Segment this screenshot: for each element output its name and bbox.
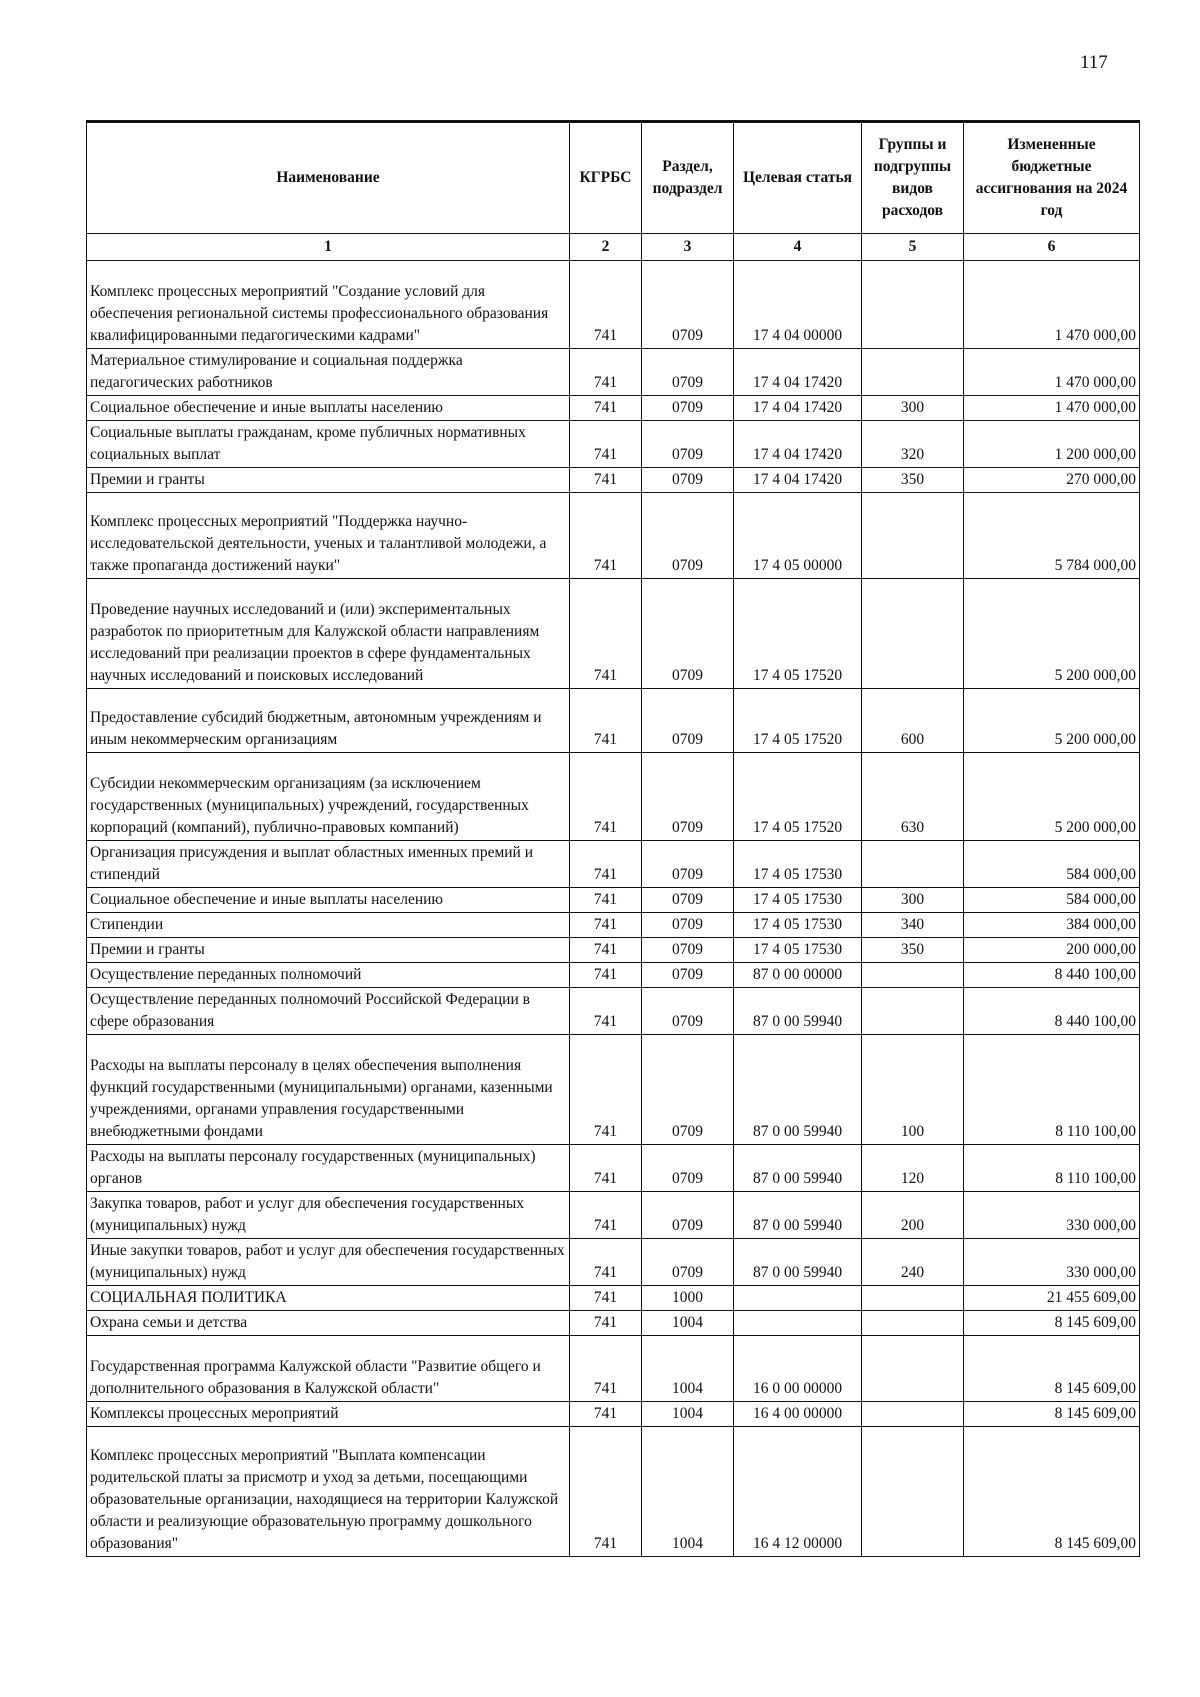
header-row	[87, 122, 1140, 234]
cell-name: Комплекс процессных мероприятий "Поддержка научно-исследовательской деятельности, ученых и талантливой молодежи, а также пропаганда достижений науки"	[87, 493, 570, 579]
cell-amount: 8 145 609,00	[964, 1427, 1140, 1557]
cell-amount: 8 110 100,00	[964, 1035, 1140, 1145]
cell-statya: 17 4 04 17420	[734, 396, 862, 421]
cell-vid: 600	[862, 689, 964, 753]
cell-amount: 384 000,00	[964, 913, 1140, 938]
cell-amount: 1 470 000,00	[964, 396, 1140, 421]
cell-razdel: 0709	[642, 888, 734, 913]
cell-razdel: 0709	[642, 261, 734, 349]
cell-amount: 8 145 609,00	[964, 1311, 1140, 1336]
column-number: 1	[87, 234, 570, 261]
cell-vid: 350	[862, 938, 964, 963]
cell-amount: 8 440 100,00	[964, 988, 1140, 1035]
cell-vid: 240	[862, 1239, 964, 1286]
cell-name: Организация присуждения и выплат областных именных премий и стипендий	[87, 841, 570, 888]
cell-kgrbs: 741	[570, 753, 642, 841]
cell-vid: 350	[862, 468, 964, 493]
cell-amount: 5 784 000,00	[964, 493, 1140, 579]
cell-name: Проведение научных исследований и (или) экспериментальных разработок по приоритетным для Калужской области направлениям исследований при реализации проектов в сфере фундаментальных научных исследований и поисковых исследований	[87, 579, 570, 689]
cell-name: Материальное стимулирование и социальная поддержка педагогических работников	[87, 349, 570, 396]
cell-razdel: 1004	[642, 1402, 734, 1427]
cell-name: Субсидии некоммерческим организациям (за исключением государственных (муниципальных) учреждений, государственных корпораций (компаний), публично-правовых компаний)	[87, 753, 570, 841]
cell-statya: 87 0 00 59940	[734, 1035, 862, 1145]
cell-statya: 17 4 05 00000	[734, 493, 862, 579]
cell-amount: 8 145 609,00	[964, 1402, 1140, 1427]
cell-name: Комплексы процессных мероприятий	[87, 1402, 570, 1427]
cell-amount: 21 455 609,00	[964, 1286, 1140, 1311]
header-statya: Целевая статья	[734, 122, 862, 234]
cell-vid: 120	[862, 1145, 964, 1192]
cell-amount: 8 110 100,00	[964, 1145, 1140, 1192]
cell-statya: 87 0 00 59940	[734, 988, 862, 1035]
cell-name: Премии и гранты	[87, 938, 570, 963]
cell-vid	[862, 579, 964, 689]
cell-vid	[862, 261, 964, 349]
cell-kgrbs: 741	[570, 1336, 642, 1402]
cell-amount: 5 200 000,00	[964, 689, 1140, 753]
column-number: 6	[964, 234, 1140, 261]
table-row	[87, 963, 1140, 988]
cell-razdel: 0709	[642, 841, 734, 888]
table-row	[87, 1035, 1140, 1145]
table-row	[87, 988, 1140, 1035]
column-number: 4	[734, 234, 862, 261]
table-row	[87, 753, 1140, 841]
cell-name: Премии и гранты	[87, 468, 570, 493]
cell-vid	[862, 988, 964, 1035]
cell-amount: 8 440 100,00	[964, 963, 1140, 988]
table-row	[87, 913, 1140, 938]
cell-amount: 1 470 000,00	[964, 261, 1140, 349]
cell-razdel: 0709	[642, 396, 734, 421]
table-row	[87, 396, 1140, 421]
cell-name: Комплекс процессных мероприятий "Выплата компенсации родительской платы за присмотр и уход за детьми, посещающими образовательные организации, находящиеся на территории Калужской области и реализующие образовательную программу дошкольного образования"	[87, 1427, 570, 1557]
cell-razdel: 0709	[642, 468, 734, 493]
cell-razdel: 0709	[642, 753, 734, 841]
cell-kgrbs: 741	[570, 963, 642, 988]
cell-kgrbs: 741	[570, 261, 642, 349]
cell-vid	[862, 841, 964, 888]
cell-kgrbs: 741	[570, 938, 642, 963]
cell-amount: 200 000,00	[964, 938, 1140, 963]
cell-kgrbs: 741	[570, 1145, 642, 1192]
cell-kgrbs: 741	[570, 579, 642, 689]
cell-amount: 1 200 000,00	[964, 421, 1140, 468]
cell-kgrbs: 741	[570, 396, 642, 421]
table-row	[87, 1311, 1140, 1336]
page-number: 117	[1080, 52, 1108, 73]
cell-amount: 1 470 000,00	[964, 349, 1140, 396]
cell-vid	[862, 349, 964, 396]
header-amount: Измененные бюджетные ассигнования на 2024 год	[964, 122, 1140, 234]
cell-kgrbs: 741	[570, 349, 642, 396]
cell-statya: 87 0 00 59940	[734, 1192, 862, 1239]
cell-razdel: 0709	[642, 988, 734, 1035]
cell-statya: 17 4 05 17530	[734, 888, 862, 913]
cell-kgrbs: 741	[570, 1286, 642, 1311]
cell-statya: 17 4 04 17420	[734, 349, 862, 396]
table-row	[87, 1192, 1140, 1239]
cell-amount: 584 000,00	[964, 888, 1140, 913]
cell-kgrbs: 741	[570, 468, 642, 493]
cell-kgrbs: 741	[570, 493, 642, 579]
table-row	[87, 689, 1140, 753]
cell-statya: 17 4 05 17520	[734, 579, 862, 689]
table-row	[87, 349, 1140, 396]
cell-razdel: 1004	[642, 1336, 734, 1402]
cell-amount: 330 000,00	[964, 1192, 1140, 1239]
cell-kgrbs: 741	[570, 888, 642, 913]
table-row	[87, 261, 1140, 349]
cell-name: СОЦИАЛЬНАЯ ПОЛИТИКА	[87, 1286, 570, 1311]
cell-kgrbs: 741	[570, 841, 642, 888]
header-razdel: Раздел, подраздел	[642, 122, 734, 234]
cell-razdel: 0709	[642, 963, 734, 988]
cell-statya: 17 4 04 17420	[734, 421, 862, 468]
table-body	[87, 261, 1140, 1557]
table-row	[87, 421, 1140, 468]
table-row	[87, 493, 1140, 579]
cell-razdel: 0709	[642, 421, 734, 468]
cell-vid	[862, 1336, 964, 1402]
cell-vid	[862, 1286, 964, 1311]
cell-razdel: 0709	[642, 1035, 734, 1145]
cell-razdel: 0709	[642, 493, 734, 579]
cell-statya: 17 4 04 00000	[734, 261, 862, 349]
cell-name: Охрана семьи и детства	[87, 1311, 570, 1336]
cell-vid	[862, 963, 964, 988]
cell-vid: 100	[862, 1035, 964, 1145]
cell-razdel: 0709	[642, 1192, 734, 1239]
cell-vid: 200	[862, 1192, 964, 1239]
cell-name: Осуществление переданных полномочий Российской Федерации в сфере образования	[87, 988, 570, 1035]
cell-statya: 17 4 05 17530	[734, 841, 862, 888]
cell-name: Закупка товаров, работ и услуг для обеспечения государственных (муниципальных) нужд	[87, 1192, 570, 1239]
cell-amount: 330 000,00	[964, 1239, 1140, 1286]
cell-statya: 87 0 00 59940	[734, 1145, 862, 1192]
table-row	[87, 841, 1140, 888]
cell-razdel: 0709	[642, 579, 734, 689]
header-kgrbs: КГРБС	[570, 122, 642, 234]
cell-vid: 300	[862, 396, 964, 421]
cell-razdel: 0709	[642, 913, 734, 938]
cell-name: Осуществление переданных полномочий	[87, 963, 570, 988]
cell-kgrbs: 741	[570, 1239, 642, 1286]
cell-razdel: 0709	[642, 938, 734, 963]
cell-razdel: 0709	[642, 689, 734, 753]
cell-statya: 16 4 00 00000	[734, 1402, 862, 1427]
cell-kgrbs: 741	[570, 913, 642, 938]
cell-razdel: 0709	[642, 1145, 734, 1192]
cell-amount: 270 000,00	[964, 468, 1140, 493]
cell-razdel: 0709	[642, 349, 734, 396]
cell-statya: 87 0 00 59940	[734, 1239, 862, 1286]
cell-name: Расходы на выплаты персоналу в целях обеспечения выполнения функций государственными (муниципальными) органами, казенными учреждениями, органами управления государственными внебюджетными фондами	[87, 1035, 570, 1145]
cell-kgrbs: 741	[570, 1311, 642, 1336]
cell-name: Иные закупки товаров, работ и услуг для обеспечения государственных (муниципальных) нужд	[87, 1239, 570, 1286]
cell-statya: 16 4 12 00000	[734, 1427, 862, 1557]
table-row	[87, 1427, 1140, 1557]
cell-statya: 17 4 05 17530	[734, 938, 862, 963]
cell-vid	[862, 1427, 964, 1557]
cell-name: Социальное обеспечение и иные выплаты населению	[87, 396, 570, 421]
cell-vid: 300	[862, 888, 964, 913]
table-row	[87, 1239, 1140, 1286]
cell-statya: 17 4 05 17530	[734, 913, 862, 938]
cell-statya: 17 4 05 17520	[734, 689, 862, 753]
budget-table	[86, 120, 1140, 1557]
cell-name: Стипендии	[87, 913, 570, 938]
cell-statya	[734, 1286, 862, 1311]
cell-statya: 87 0 00 00000	[734, 963, 862, 988]
cell-amount: 8 145 609,00	[964, 1336, 1140, 1402]
cell-kgrbs: 741	[570, 421, 642, 468]
cell-kgrbs: 741	[570, 1427, 642, 1557]
cell-name: Расходы на выплаты персоналу государственных (муниципальных) органов	[87, 1145, 570, 1192]
cell-amount: 584 000,00	[964, 841, 1140, 888]
cell-razdel: 1004	[642, 1427, 734, 1557]
cell-vid: 320	[862, 421, 964, 468]
cell-vid: 630	[862, 753, 964, 841]
table-row	[87, 938, 1140, 963]
column-number-row	[87, 234, 1140, 261]
cell-name: Предоставление субсидий бюджетным, автономным учреждениям и иным некоммерческим организациям	[87, 689, 570, 753]
cell-amount: 5 200 000,00	[964, 753, 1140, 841]
cell-razdel: 0709	[642, 1239, 734, 1286]
cell-name: Социальные выплаты гражданам, кроме публичных нормативных социальных выплат	[87, 421, 570, 468]
cell-razdel: 1004	[642, 1311, 734, 1336]
table-row	[87, 468, 1140, 493]
cell-amount: 5 200 000,00	[964, 579, 1140, 689]
cell-statya	[734, 1311, 862, 1336]
cell-kgrbs: 741	[570, 1402, 642, 1427]
column-number: 2	[570, 234, 642, 261]
cell-statya: 16 0 00 00000	[734, 1336, 862, 1402]
cell-kgrbs: 741	[570, 1192, 642, 1239]
column-number: 3	[642, 234, 734, 261]
cell-statya: 17 4 05 17520	[734, 753, 862, 841]
table-row	[87, 1402, 1140, 1427]
column-number: 5	[862, 234, 964, 261]
cell-kgrbs: 741	[570, 1035, 642, 1145]
cell-vid	[862, 1311, 964, 1336]
table-row	[87, 1145, 1140, 1192]
cell-vid: 340	[862, 913, 964, 938]
cell-name: Государственная программа Калужской области "Развитие общего и дополнительного образования в Калужской области"	[87, 1336, 570, 1402]
table-row	[87, 888, 1140, 913]
cell-vid	[862, 493, 964, 579]
cell-razdel: 1000	[642, 1286, 734, 1311]
cell-vid	[862, 1402, 964, 1427]
header-name: Наименование	[87, 122, 570, 234]
cell-kgrbs: 741	[570, 689, 642, 753]
cell-name: Комплекс процессных мероприятий "Создание условий для обеспечения региональной системы профессионального образования квалифицированными педагогическими кадрами"	[87, 261, 570, 349]
table-row	[87, 1286, 1140, 1311]
cell-kgrbs: 741	[570, 988, 642, 1035]
cell-statya: 17 4 04 17420	[734, 468, 862, 493]
cell-name: Социальное обеспечение и иные выплаты населению	[87, 888, 570, 913]
table-row	[87, 1336, 1140, 1402]
table-row	[87, 579, 1140, 689]
header-vid: Группы и подгруппы видов расходов	[862, 122, 964, 234]
